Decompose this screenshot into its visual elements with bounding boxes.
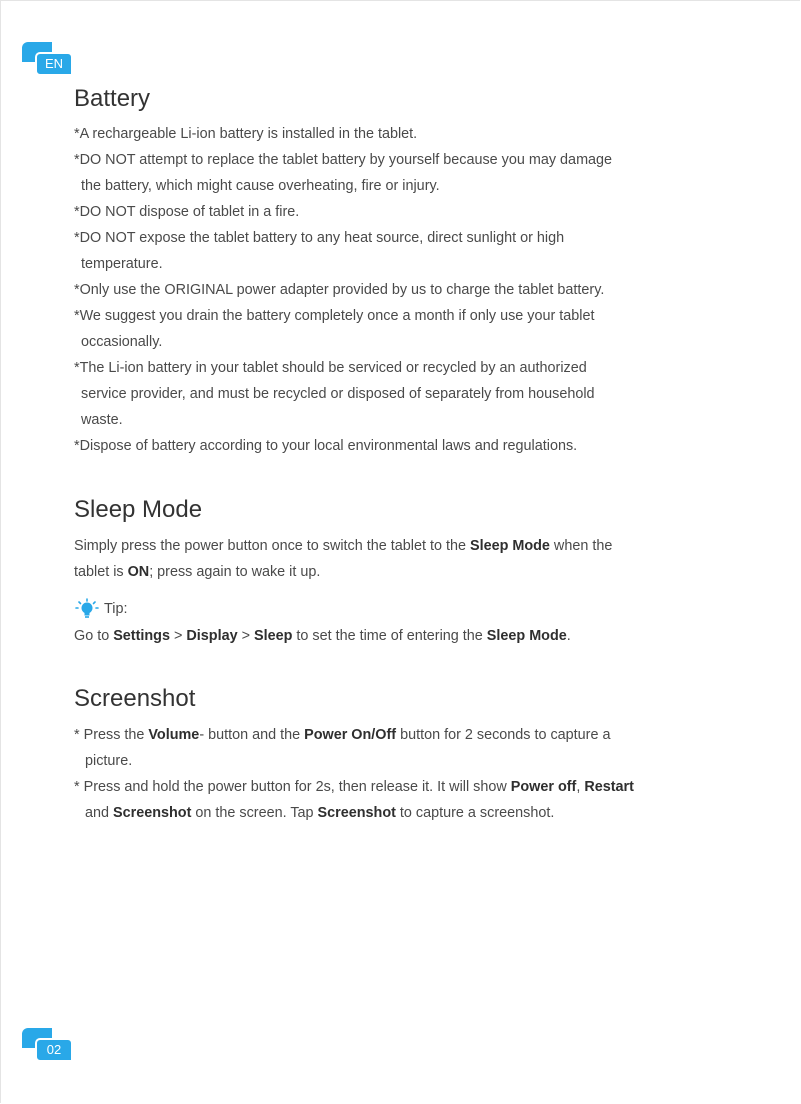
text-run: ; press again to wake it up. [149,564,321,580]
text-run: when the [549,538,613,554]
language-badge [22,42,70,74]
sleep-mode-text [74,533,714,585]
screenshot-line [74,722,714,748]
language-badge-label: EN [35,52,73,76]
text-bold: Settings [113,628,170,644]
text-bold: Power off [510,779,577,795]
battery-line: the battery, which might cause overheating, fire or injury. [81,178,440,194]
lightbulb-icon [74,598,100,620]
page-number-badge [22,1028,70,1060]
text-run: to set the time of entering the [292,628,487,644]
page-number: 02 [35,1038,73,1062]
text-run: button for 2 seconds to capture a [396,727,611,743]
text-run: > [169,628,187,644]
text-run: tablet is [74,564,128,580]
battery-line: *Dispose of battery according to your local environmental laws and regulations. [74,438,578,454]
battery-line: *DO NOT attempt to replace the tablet battery by yourself because you may damage [74,152,613,168]
text-bold: Display [186,628,238,644]
screenshot-list [74,722,714,826]
battery-line: occasionally. [81,334,163,350]
text-bold: Screenshot [317,805,396,821]
battery-line: temperature. [81,256,163,272]
tip-line [74,623,714,649]
text-run: to capture a screenshot. [395,805,555,821]
text-run: * Press and hold the power button for 2s, then release it. It will show [74,779,511,795]
screenshot-line: picture. [85,753,133,769]
text-run: on the screen. Tap [191,805,318,821]
text-bold: Volume [148,727,200,743]
battery-line: *A rechargeable Li-ion battery is installed in the tablet. [74,126,418,142]
screenshot-line [74,800,714,826]
battery-heading: Battery [74,85,151,112]
battery-line: *Only use the ORIGINAL power adapter provided by us to charge the tablet battery. [74,282,605,298]
sleep-mode-heading: Sleep Mode [74,496,203,523]
battery-line: service provider, and must be recycled or disposed of separately from household [81,386,595,402]
text-run: , [576,779,585,795]
battery-line: waste. [81,412,123,428]
battery-line: *The Li-ion battery in your tablet should be serviced or recycled by an authorized [74,360,587,376]
tip-row [74,597,127,621]
text-run: and [85,805,114,821]
text-bold: Restart [584,779,634,795]
text-bold: Power On/Off [304,727,397,743]
text-bold: Sleep Mode [486,628,567,644]
text-bold: Sleep Mode [469,538,550,554]
text-bold: ON [127,564,150,580]
tip-label: Tip: [104,601,128,617]
text-run: > [237,628,254,644]
sleep-line-1 [74,533,714,559]
text-run: * Press the [74,727,149,743]
battery-list [74,121,714,459]
screenshot-line [74,774,714,800]
screenshot-heading: Screenshot [74,685,196,712]
text-run: . [566,628,571,644]
battery-line: *We suggest you drain the battery completely once a month if only use your tablet [74,308,595,324]
text-bold: Screenshot [113,805,192,821]
text-run: Go to [74,628,114,644]
sleep-line-2 [74,559,714,585]
text-run: - button and the [199,727,305,743]
text-bold: Sleep [254,628,293,644]
tip-text [74,623,714,649]
battery-line: *DO NOT expose the tablet battery to any heat source, direct sunlight or high [74,230,565,246]
battery-line: *DO NOT dispose of tablet in a fire. [74,204,300,220]
text-run: Simply press the power button once to switch the tablet to the [74,538,470,554]
